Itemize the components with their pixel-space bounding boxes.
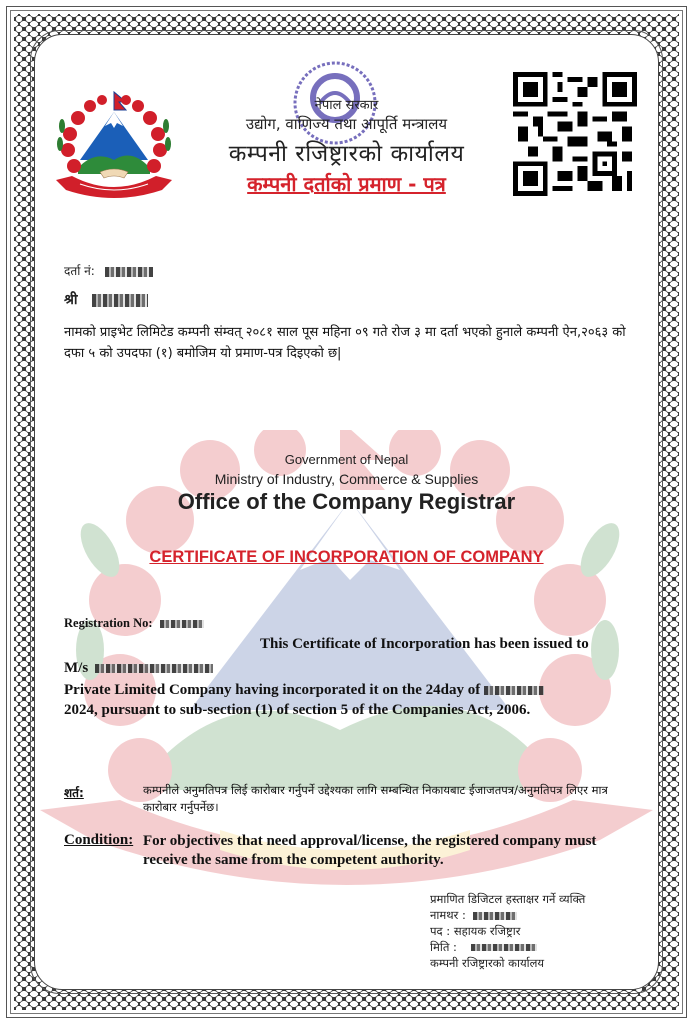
signature-title: प्रमाणित डिजिटल हस्ताक्षर गर्ने व्यक्ति [430,892,586,906]
incorporation-day: 24 [425,682,441,698]
issued-to-line: This Certificate of Incorporation has been issued to [260,636,589,652]
incorporation-text-part1: Private Limited Company having incorporated it on the [64,682,426,698]
signature-block [430,891,585,971]
redacted-signatory-name [473,912,517,920]
incorporation-text-part3: 2024, pursuant to sub-section (1) of section 5 of the Companies Act, 2006. [64,702,531,718]
english-certificate-title: CERTIFICATE OF INCORPORATION OF COMPANY [149,548,544,566]
nepali-condition-label: शर्त: [64,786,84,800]
incorporation-text-part2: day of [440,682,484,698]
redacted-registration-value [105,267,153,277]
nepali-registration-label: दर्ता नं: [64,264,95,278]
english-incorporation-paragraph [64,680,644,720]
redacted-english-company-name [95,664,213,673]
signatory-name-label: नामथर : [430,908,466,922]
english-company-name-line [64,660,213,677]
redacted-english-registration-value [160,620,204,628]
header-nepali-office: कम्पनी रजिष्ट्रारको कार्यालय [228,141,465,167]
nepali-certificate-paragraph: नामको प्राइभेट लिमिटेड कम्पनी संम्वत् २०८१ साल पूस महिना ०९ गते रोज ३ मा दर्ता भएको हुनाले कम्पनी ऐन,२०६३ को दफा ५ को उपदफा (१) बमोजिम यो प्रमाण-पत्र दिइएको छ| [64,325,626,361]
english-government: Government of Nepal [284,452,409,467]
qr-code-icon[interactable] [513,72,637,196]
english-registration-number [64,616,204,631]
nepali-company-name-line [64,290,148,309]
header-nepali-certificate-title: कम्पनी दर्ताको प्रमाण - पत्र [247,172,446,196]
signatory-name-line [430,907,585,923]
nepali-condition-text: कम्पनीले अनुमतिपत्र लिई कारोबार गर्नुपर्ने उद्देश्यका लागि सम्बन्धित निकायबाट ईजाजतपत्र/अनुमतिपत्र लिएर मात्र कारोबार गर्नुपर्नेछ। [143,783,608,814]
ms-label: M/s [64,660,89,676]
english-condition-text: For objectives that need approval/license, the registered company must receive the same from the competent authority. [143,833,597,868]
nepali-registration-number [64,262,153,279]
signatory-post: पद : सहायक रजिष्ट्रार [430,924,521,938]
signature-date-label: मिति : [430,940,457,954]
header-nepali-ministry: उद्योग, वाणिज्य तथा आपूर्ति मन्त्रालय [245,115,448,133]
english-ministry: Ministry of Industry, Commerce & Supplies [214,471,479,487]
header-nepali-government: नेपाल सरकार [314,98,379,113]
shri-label: श्री [64,292,78,308]
english-office: Office of the Company Registrar [177,489,516,514]
redacted-signature-date [471,944,537,951]
redacted-company-name [92,294,148,307]
english-registration-label: Registration No: [64,616,153,630]
redacted-incorporation-month [484,686,544,695]
signature-date-line [430,939,585,955]
signature-office: कम्पनी रजिष्ट्रारको कार्यालय [430,956,545,970]
english-condition-label: Condition: [64,832,134,848]
